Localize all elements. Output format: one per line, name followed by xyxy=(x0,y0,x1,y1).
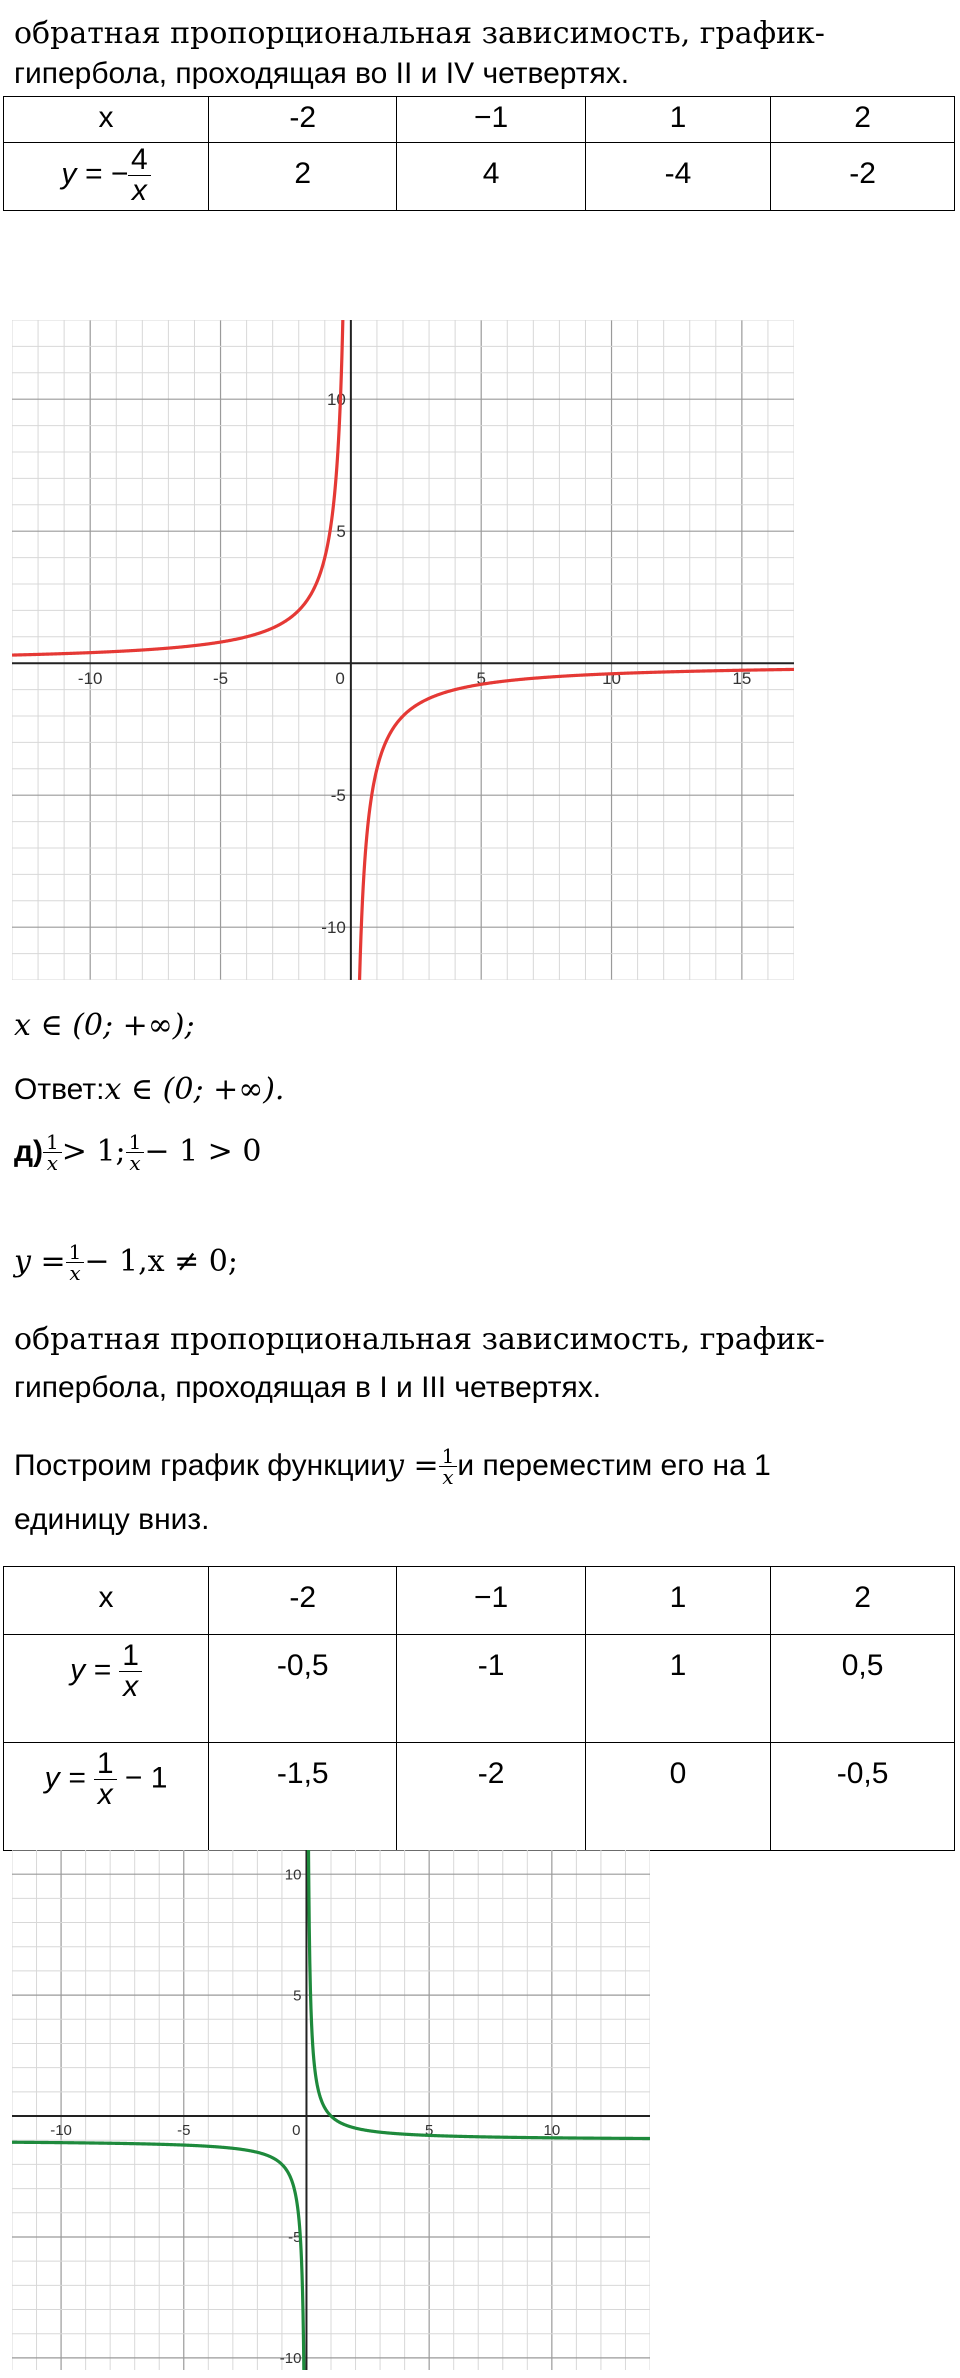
y-tick-label: -10 xyxy=(321,918,346,938)
row1-label: y = xyxy=(70,1653,120,1687)
fraction-denominator: x xyxy=(442,1464,454,1489)
table-cell: 1 xyxy=(585,1567,770,1635)
y-label-left: y = − xyxy=(61,157,129,191)
row2-suffix: − 1 xyxy=(116,1761,168,1795)
fraction-denominator: x xyxy=(129,1150,141,1175)
fraction-numerator: 1 xyxy=(439,1446,458,1467)
hyperbola-chart-2 xyxy=(12,1850,650,2370)
table-cell: -4 xyxy=(585,143,770,211)
answer-line xyxy=(14,1070,284,1110)
x-tick-label: 0 xyxy=(292,2122,301,2140)
fraction-numerator: 1 xyxy=(94,1749,117,1780)
curve-branch xyxy=(12,320,350,655)
table-cell: 1 xyxy=(585,97,770,143)
fraction xyxy=(66,1239,85,1285)
answer-prefix: Ответ: xyxy=(14,1073,105,1106)
table-cell: 1 xyxy=(585,1635,770,1743)
table-cell: −1 xyxy=(397,97,585,143)
table-header-y1 xyxy=(4,1635,209,1743)
fraction-denominator: x xyxy=(69,1260,81,1285)
table-cell: -2 xyxy=(209,1567,397,1635)
table-cell: 4 xyxy=(397,143,585,211)
x-tick-label: 10 xyxy=(543,2122,561,2140)
domain-step: x ∈ (0; +∞); xyxy=(14,1008,195,1043)
fraction-numerator: 4 xyxy=(128,145,151,176)
table-row xyxy=(4,1635,955,1743)
answer-value: x ∈ (0; +∞). xyxy=(104,1072,285,1107)
y-tick-label: -10 xyxy=(279,2350,302,2368)
y-tick-label: -5 xyxy=(330,786,346,806)
x-tick-label: 10 xyxy=(602,669,621,689)
table-cell: -2 xyxy=(209,97,397,143)
table-cell: -0,5 xyxy=(209,1635,397,1743)
fraction xyxy=(439,1443,458,1489)
x-tick-label: 0 xyxy=(335,669,345,689)
func-right: − 1,x ≠ 0; xyxy=(84,1244,238,1279)
table-cell: -1,5 xyxy=(209,1743,397,1851)
table-cell: 2 xyxy=(771,97,955,143)
x-tick-label: -5 xyxy=(212,669,229,689)
fraction xyxy=(43,1129,62,1175)
fraction-denominator: x xyxy=(123,1670,139,1703)
table-header-y2 xyxy=(4,1743,209,1851)
fraction xyxy=(119,1641,142,1702)
table-header-x: x xyxy=(4,97,209,143)
table-cell: 0,5 xyxy=(771,1635,955,1743)
table-row xyxy=(4,143,955,211)
table-header-y xyxy=(4,143,209,211)
fraction-numerator: 1 xyxy=(126,1132,145,1153)
table-row xyxy=(4,97,955,143)
fraction xyxy=(128,145,151,206)
x-tick-label: -5 xyxy=(177,2122,191,2140)
intro2-line2: гипербола, проходящая в I и III четвертях. xyxy=(14,1371,602,1404)
row2-label: y = xyxy=(44,1761,94,1795)
x-tick-label: 5 xyxy=(476,669,486,689)
x-tick-label: 15 xyxy=(732,669,752,689)
table-row xyxy=(4,1567,955,1635)
y-tick-label: 5 xyxy=(293,1987,302,2005)
table-header-x: x xyxy=(4,1567,209,1635)
fraction-denominator: x xyxy=(46,1150,59,1175)
table-values-2 xyxy=(3,1566,955,1851)
inequality-1: > 1; xyxy=(61,1134,126,1169)
part-d-line xyxy=(14,1122,261,1182)
function-definition xyxy=(14,1232,238,1292)
fraction-denominator: x xyxy=(97,1778,113,1811)
table-cell: -2 xyxy=(397,1743,585,1851)
table-cell: −1 xyxy=(397,1567,585,1635)
table-cell: -1 xyxy=(397,1635,585,1743)
build-math: y = xyxy=(387,1448,439,1483)
inequality-2: − 1 > 0 xyxy=(144,1134,262,1169)
build-text-b: и переместим его на 1 xyxy=(457,1449,771,1482)
table-values-1 xyxy=(3,96,955,211)
build-text-a: Построим график функции xyxy=(14,1449,388,1482)
fraction xyxy=(126,1129,145,1175)
table-cell: -2 xyxy=(771,143,955,211)
build-line2: единицу вниз. xyxy=(14,1503,210,1536)
part-d-label: д) xyxy=(14,1135,44,1168)
fraction-numerator: 1 xyxy=(119,1641,142,1672)
table-cell: 2 xyxy=(771,1567,955,1635)
intro2-line1: обратная пропорциональная зависимость, график- xyxy=(14,1322,825,1357)
x-tick-label: 5 xyxy=(424,2122,434,2140)
table-cell: 2 xyxy=(209,143,397,211)
y-tick-label: 5 xyxy=(336,522,346,542)
build-line1 xyxy=(14,1436,771,1496)
fraction xyxy=(94,1749,117,1810)
intro1-line2: гипербола, проходящая во II и IV четвертях. xyxy=(14,57,630,90)
fraction-denominator: x xyxy=(131,174,147,207)
table-cell: 0 xyxy=(585,1743,770,1851)
fraction-numerator: 1 xyxy=(43,1132,62,1153)
fraction-numerator: 1 xyxy=(66,1242,85,1263)
y-tick-label: 10 xyxy=(326,390,346,410)
hyperbola-chart-1 xyxy=(12,320,794,980)
intro1-line1: обратная пропорциональная зависимость, график- xyxy=(14,16,825,51)
table-cell: -0,5 xyxy=(771,1743,955,1851)
table-row xyxy=(4,1743,955,1851)
x-tick-label: -10 xyxy=(50,2122,72,2140)
y-tick-label: -5 xyxy=(288,2229,302,2247)
x-tick-label: -10 xyxy=(77,669,103,689)
func-left: y = xyxy=(14,1244,66,1279)
y-tick-label: 10 xyxy=(284,1866,302,1884)
